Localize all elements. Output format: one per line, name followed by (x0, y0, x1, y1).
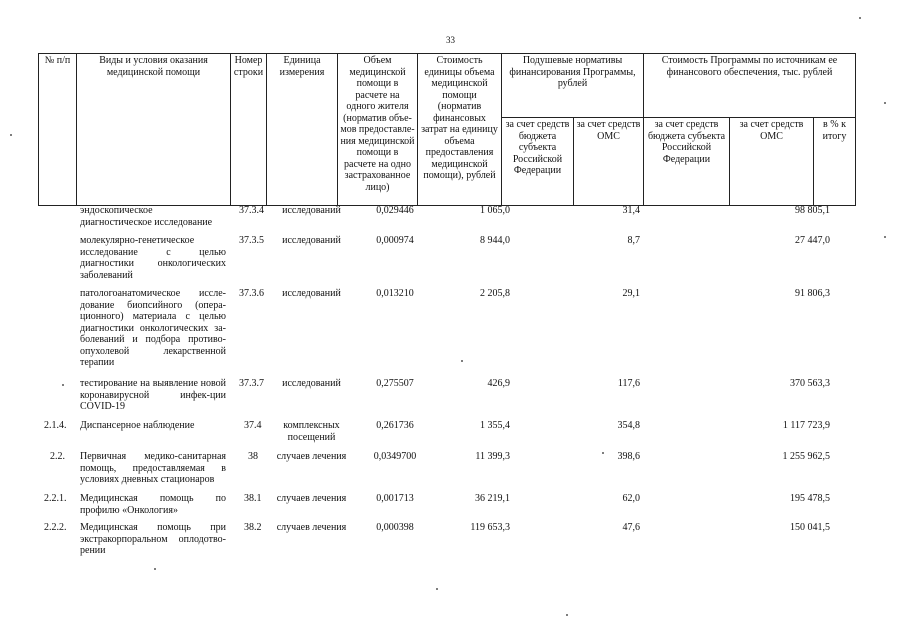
row-volume: 0,029446 (376, 205, 414, 216)
row-name: патологоанатомическое иссле-дование биопсийного (опера-ционного) материала с целью диагностики онкологических за-болеваний и подбора противо-опухолевой лекарственной терапии (80, 288, 226, 368)
row-program-oms: 150 041,5 (790, 522, 830, 533)
scan-speck (461, 360, 463, 362)
row-unit: исследований (282, 205, 341, 216)
scan-speck (436, 588, 438, 590)
header-program: Стоимость Программы по источникам ее финансового обеспечения, тыс. рублей (644, 54, 856, 118)
row-name: Диспансерное наблюдение (80, 420, 195, 431)
row-program-oms: 98 805,1 (795, 205, 830, 216)
row-line: 37.3.5 (239, 235, 264, 246)
row-volume: 0,0349700 (373, 451, 417, 462)
header-percapita: Подушевые нормативы финансирования Программы, рублей (502, 54, 644, 118)
header-percapita-oms: за счет средств ОМС (574, 118, 644, 206)
row-cost: 11 399,3 (475, 451, 510, 462)
row-percapita-oms: 47,6 (622, 522, 640, 533)
row-line: 37.4 (244, 420, 262, 431)
row-program-oms: 1 255 962,5 (782, 451, 830, 462)
row-name: Медицинская помощь по профилю «Онкология» (80, 493, 226, 516)
row-cost: 2 205,8 (480, 288, 510, 299)
row-num: 2.2.1. (44, 493, 67, 504)
row-cost: 36 219,1 (475, 493, 510, 504)
row-cost: 8 944,0 (480, 235, 510, 246)
row-name: эндоскопическое диагностическое исследование (80, 205, 213, 228)
row-unit: случаев лечения (276, 493, 347, 504)
table-header (38, 53, 856, 206)
row-percapita-oms: 31,4 (622, 205, 640, 216)
scan-speck (602, 452, 604, 454)
scan-speck (10, 134, 12, 136)
row-unit: комплексных посещений (283, 420, 340, 443)
scan-speck (62, 384, 64, 386)
header-program-oms: за счет средств ОМС (730, 118, 814, 206)
row-unit: исследований (282, 288, 341, 299)
row-program-oms: 1 117 723,9 (782, 420, 830, 431)
row-name: тестирование на выявление новой коронавирусной инфек-ции COVID-19 (80, 378, 226, 412)
row-name: Медицинская помощь при экстракорпоральном оплодотво-рении (80, 522, 226, 556)
page-number: 33 (446, 35, 455, 45)
row-line: 38.2 (244, 522, 262, 533)
row-percapita-oms: 354,8 (617, 420, 640, 431)
header-program-budget: за счет средств бюджета субъекта Российской Федерации (644, 118, 730, 206)
row-program-oms: 195 478,5 (790, 493, 830, 504)
row-line: 37.3.6 (239, 288, 264, 299)
row-percapita-oms: 29,1 (622, 288, 640, 299)
row-cost: 1 065,0 (480, 205, 510, 216)
row-volume: 0,013210 (376, 288, 414, 299)
row-line: 37.3.4 (239, 205, 264, 216)
row-line: 38.1 (244, 493, 262, 504)
row-percapita-oms: 8,7 (627, 235, 640, 246)
scan-speck (859, 17, 861, 19)
row-program-oms: 91 806,3 (795, 288, 830, 299)
row-percapita-oms: 117,6 (617, 378, 640, 389)
row-percapita-oms: 398,6 (617, 451, 640, 462)
row-num: 2.2. (50, 451, 65, 462)
row-program-oms: 27 447,0 (795, 235, 830, 246)
header-volume: Объем медицинской помощи в расчете на одного жителя (норматив объе-мов предоставле-ния медицинской помощи в расчете на одно застрахованное лицо) (338, 54, 418, 206)
row-unit: исследований (282, 378, 341, 389)
scan-speck (566, 614, 568, 616)
header-num: № п/п (39, 54, 77, 206)
row-unit: исследований (282, 235, 341, 246)
row-name: молекулярно-генетическое исследование с целью диагностики онкологических заболеваний (80, 235, 226, 281)
header-percapita-budget: за счет средств бюджета субъекта Российской Федерации (502, 118, 574, 206)
header-line: Номер строки (231, 54, 267, 206)
row-line: 38 (248, 451, 258, 462)
row-unit: случаев лечения (276, 451, 347, 462)
row-volume: 0,000974 (376, 235, 414, 246)
row-unit: случаев лечения (276, 522, 347, 533)
row-percapita-oms: 62,0 (622, 493, 640, 504)
row-cost: 119 653,3 (470, 522, 510, 533)
header-cost: Стоимость единицы объема медицинской помощи (норматив финансовых затрат на единицу объема предоставления медицинской помощи), рублей (418, 54, 502, 206)
row-num: 2.1.4. (44, 420, 67, 431)
row-volume: 0,000398 (376, 522, 414, 533)
row-volume: 0,001713 (376, 493, 414, 504)
scan-speck (154, 568, 156, 570)
row-num: 2.2.2. (44, 522, 67, 533)
header-program-pct: в % к итогу (814, 118, 856, 206)
row-volume: 0,275507 (376, 378, 414, 389)
row-volume: 0,261736 (376, 420, 414, 431)
row-program-oms: 370 563,3 (790, 378, 830, 389)
row-cost: 1 355,4 (480, 420, 510, 431)
header-type: Виды и условия оказания медицинской помощи (77, 54, 231, 206)
row-line: 37.3.7 (239, 378, 264, 389)
scan-speck (884, 102, 886, 104)
row-name: Первичная медико-санитарная помощь, предоставляемая в условиях дневных стационаров (80, 451, 226, 485)
scan-speck (884, 236, 886, 238)
row-cost: 426,9 (487, 378, 510, 389)
header-unit: Единица измерения (267, 54, 338, 206)
